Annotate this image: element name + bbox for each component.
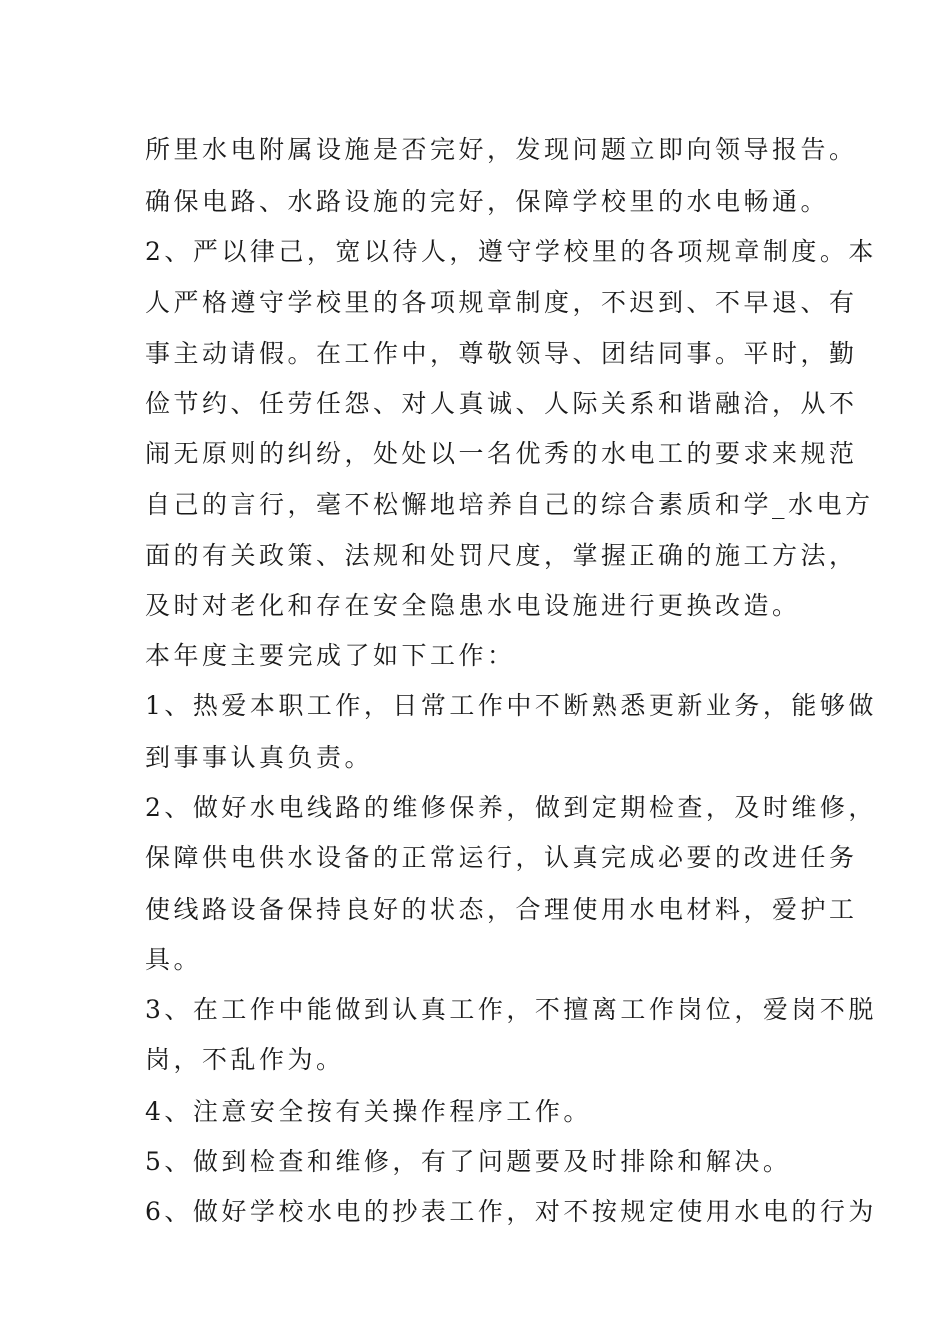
text-line: 3、在工作中能做到认真工作，不擅离工作岗位，爱岗不脱 <box>145 995 877 1024</box>
section-heading: 本年度主要完成了如下工作： <box>145 641 516 670</box>
text-line: 2、做好水电线路的维修保养，做到定期检查，及时维修， <box>145 793 877 822</box>
text-line: 自己的言行，毫不松懈地培养自己的综合素质和学_水电方 <box>145 490 874 519</box>
text-line: 1、热爱本职工作，日常工作中不断熟悉更新业务，能够做 <box>145 691 877 720</box>
text-line: 具。 <box>145 945 203 974</box>
text-line: 4、注意安全按有关操作程序工作。 <box>145 1097 592 1126</box>
text-line: 所里水电附属设施是否完好，发现问题立即向领导报告。 <box>145 135 858 164</box>
text-line: 人严格遵守学校里的各项规章制度，不迟到、不早退、有 <box>145 288 858 317</box>
text-line: 岗，不乱作为。 <box>145 1045 345 1074</box>
text-line: 及时对老化和存在安全隐患水电设施进行更换改造。 <box>145 591 801 620</box>
text-line: 使线路设备保持良好的状态，合理使用水电材料，爱护工 <box>145 895 858 924</box>
text-line: 事主动请假。在工作中，尊敬领导、团结同事。平时，勤 <box>145 339 858 368</box>
text-line: 6、做好学校水电的抄表工作，对不按规定使用水电的行为 <box>145 1197 877 1226</box>
text-line: 5、做到检查和维修，有了问题要及时排除和解决。 <box>145 1147 792 1176</box>
text-line: 2、严以律己，宽以待人，遵守学校里的各项规章制度。本 <box>145 237 877 266</box>
text-line: 保障供电供水设备的正常运行，认真完成必要的改进任务 <box>145 843 858 872</box>
text-line: 确保电路、水路设施的完好，保障学校里的水电畅通。 <box>145 187 830 216</box>
text-line: 到事事认真负责。 <box>145 743 374 772</box>
text-line: 面的有关政策、法规和处罚尺度，掌握正确的施工方法， <box>145 541 858 570</box>
text-line: 俭节约、任劳任怨、对人真诚、人际关系和谐融洽，从不 <box>145 389 858 418</box>
text-line: 闹无原则的纠纷，处处以一名优秀的水电工的要求来规范 <box>145 439 858 468</box>
